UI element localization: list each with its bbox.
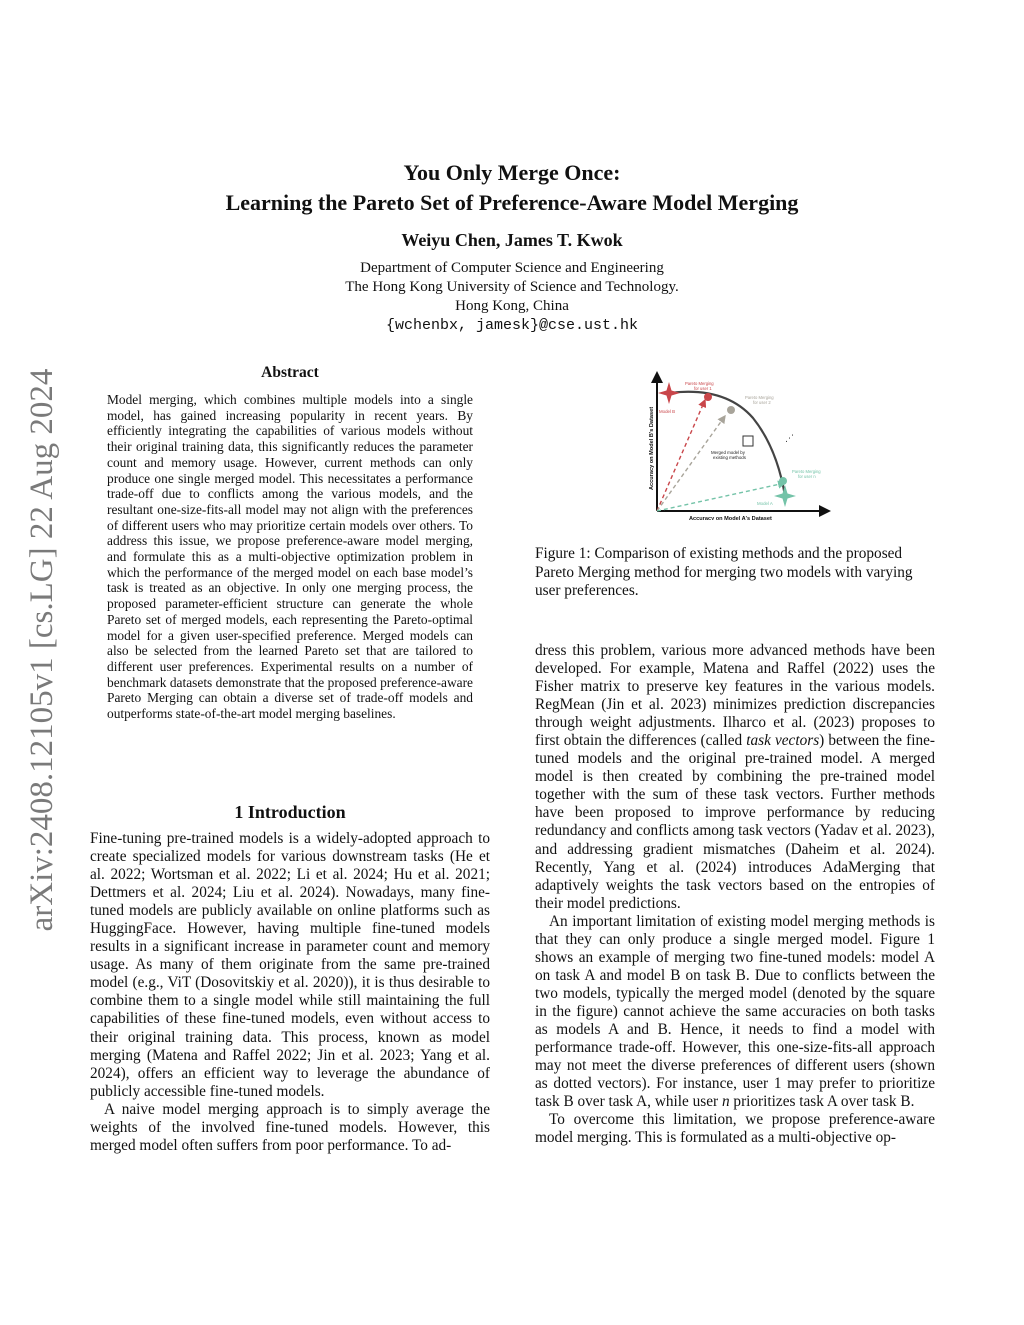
title-line-2: Learning the Pareto Set of Preference-Aware Model Merging	[225, 190, 799, 215]
intro-paragraph-2: A naive model merging approach is to simply average the weights of the involved fine-tuned models. However, this merged model often suffers from poor performance. To ad-	[90, 1100, 490, 1154]
user-2-label-line-1: Pareto Merging	[745, 395, 774, 400]
arxiv-sidebar-id: arXiv:2408.12105v1 [cs.LG] 22 Aug 2024	[24, 368, 60, 932]
intro-paragraph-4	[535, 913, 935, 1112]
user-2-label-line-2: for user 2	[753, 400, 771, 405]
user-1-pareto-point	[704, 393, 712, 401]
affiliation-university: The Hong Kong University of Science and Technology.	[345, 279, 679, 295]
user-n-label-line-1: Pareto Merging	[792, 469, 821, 474]
model-b-star	[658, 382, 680, 404]
pareto-diagram	[645, 368, 835, 520]
task-vectors-term: task vectors	[746, 732, 820, 750]
user-n-pareto-point	[779, 477, 787, 485]
user-2-preference-vector	[657, 416, 725, 511]
p4-text-b: prioritizes task A over task B.	[729, 1093, 915, 1111]
figure-1	[645, 368, 835, 520]
model-a-star	[774, 485, 796, 507]
user-2-pareto-point	[727, 406, 735, 414]
user-n-label-line-2: for user n	[798, 474, 816, 479]
left-column	[90, 830, 490, 1155]
paper-title	[0, 158, 1024, 218]
merged-label-line-1: Merged model by	[711, 450, 745, 455]
p3-text-a: dress this problem, various more advanced methods have been developed. For example, Matena and Raffel (2022) uses the Fisher matrix to preserve key features in the various models. RegMean (Jin et al. 2023) minimizes prediction discrepancies through weight adjustments. Ilharco et al. (2023) proposes to first obtain the differences (called	[535, 642, 935, 750]
p3-text-b: ) between the fine-tuned models and the original pre-trained model. A merged model is then created by combining the pre-trained model together with the sum of these task vectors. Further methods have been proposed to improve performance by reducing redundancy and conflicts among task vectors (Yadav et al. 2023), and addressing gradient mismatches (Daheim et al. 2024). Recently, Yang et al. (2024) introduces AdaMerging that adaptively weights the task vectors based on the entropies of their model predictions.	[535, 732, 936, 912]
user-1-label-line-1: Pareto Merging	[685, 381, 714, 386]
x-axis-label: Accuracy on Model A's Dataset	[689, 516, 772, 520]
more-users-ellipsis: ⋰	[785, 434, 794, 444]
abstract-text: Model merging, which combines multiple models into a single model, has gained increasing popularity in recent years. By efficiently integrating the capabilities of various models without their original training data, this significantly reduces the parameter count and memory usage. However, current methods can only produce one single merged model. This necessitates a performance trade-off due to conflicts among the various models, and the resultant one-size-fits-all model may not align with the preferences of different users who may prioritize certain models over others. To address this issue, we propose preference-aware model merging, and formulate this as a multi-objective optimization problem in which the performance of the merged model on each base model’s task is treated as an objective. In only one merging process, the proposed parameter-efficient structure can generate the whole Pareto set of merged models, each representing the Pareto-optimal model for a given user-specified preference. Merged models can also be selected from the learned Pareto set that are tailored to different user preferences. Experimental results on a number of benchmark datasets demonstrate that the proposed preference-aware Pareto Merging can obtain a diverse set of trade-off models and outperforms state-of-the-art model merging baselines.	[107, 392, 473, 722]
y-axis-label: Accuracy on Model B's Dataset	[649, 406, 655, 490]
merged-label-line-2: existing methods	[713, 455, 746, 460]
author-email: {wchenbx, jamesk}@cse.ust.hk	[385, 317, 639, 334]
model-b-label: Model B	[659, 409, 676, 414]
p4-text-a: An important limitation of existing model merging methods is that they can only produce a single merged model. Figure 1 shows an example of merging two fine-tuned models: model A on task A and model B on task B. Due to conflicts between the two models, typically the merged model (denoted by the square in the figure) cannot achieve the same accuracies on both tasks as models A and B. Hence, it needs to find a model with performance trade-off. However, this one-size-fits-all approach may not meet the diverse preferences of different users (shown as dotted vectors). For instance, user 1 may prefer to prioritize task B over task A, while user	[535, 912, 935, 1111]
user-n-preference-vector	[657, 483, 785, 511]
user-1-preference-vector	[657, 400, 705, 511]
model-a-label: Model A	[757, 501, 773, 506]
merged-model-square	[743, 436, 753, 446]
intro-paragraph-3	[535, 642, 935, 913]
user-1-label-line-2: for user 1	[694, 386, 712, 391]
intro-paragraph-1: Fine-tuning pre-trained models is a widely-adopted approach to create specialized models for various downstream tasks (He et al. 2022; Wortsman et al. 2022; Li et al. 2024; Hu et al. 2021; Dettmers et al. 2024; Liu et al. 2024). Nowadays, many fine-tuned models are publicly available on online platforms such as HuggingFace. However, having multiple fine-tuned models results in a significant increase in parameter count and memory usage. As many of them originate from the same pre-trained model (e.g., ViT (Dosovitskiy et al. 2020)), it is thus desirable to combine them to a single model while still maintaining the full capabilities of these fine-tuned models, even without access to their original training data. This process, known as model merging (Matena and Raffel 2022; Jin et al. 2023; Yang et al. 2024), offers an efficient way to leverage the abundance of publicly accessible fine-tuned models.	[90, 830, 490, 1100]
figure-1-caption: Figure 1: Comparison of existing methods and the proposed Pareto Merging method for merging two models with varying user preferences.	[535, 545, 913, 599]
abstract-heading: Abstract	[261, 364, 319, 381]
affiliation-location: Hong Kong, China	[455, 298, 569, 314]
right-column	[535, 642, 935, 1147]
title-line-1: You Only Merge Once:	[403, 160, 621, 185]
intro-paragraph-5: To overcome this limitation, we propose preference-aware model merging. This is formulated as a multi-objective op-	[535, 1111, 935, 1147]
user-n-variable: n	[721, 1093, 730, 1111]
affiliation-department: Department of Computer Science and Engineering	[360, 260, 664, 276]
affiliation	[0, 259, 1024, 335]
authors: Weiyu Chen, James T. Kwok	[401, 230, 623, 250]
section-heading-introduction: 1 Introduction	[234, 802, 346, 822]
